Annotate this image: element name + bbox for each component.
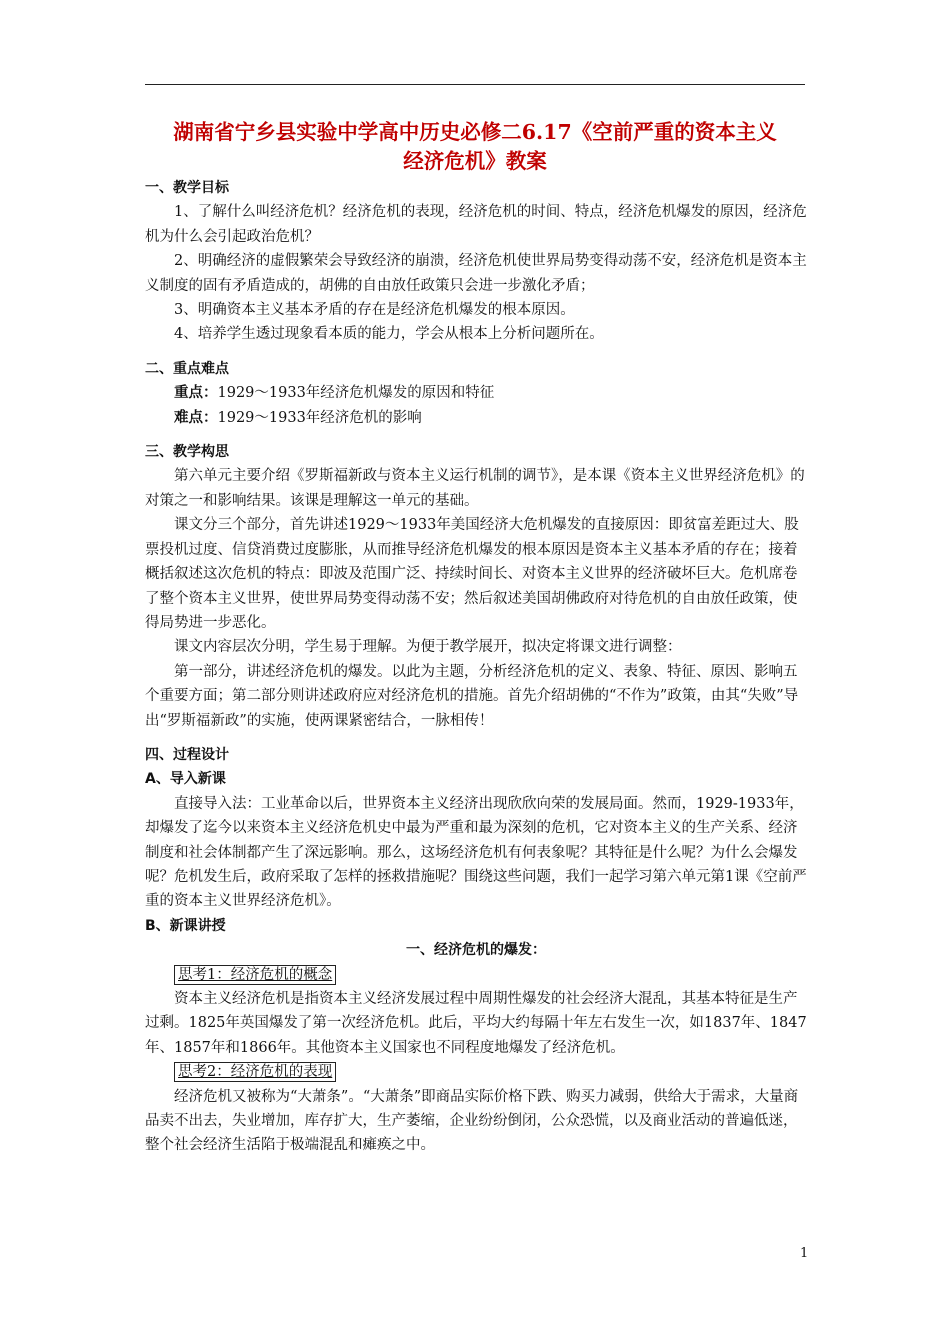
section-heading-process: 四、过程设计: [145, 746, 229, 763]
think-1-box: 思考1：经济危机的概念: [174, 965, 336, 985]
title-line-1: 湖南省宁乡县实验中学高中历史必修二6.17《空前严重的资本主义: [173, 120, 777, 144]
objective-1: 1、了解什么叫经济危机？经济危机的表现，经济危机的时间、特点，经济危机爆发的原因，经济危机为什么会引起政治危机？: [145, 204, 807, 245]
title-line-2: 经济危机》教案: [403, 149, 547, 173]
section-heading-key-points: 二、重点难点: [145, 360, 229, 377]
concept-paragraph-2: 课文分三个部分，首先讲述1929～1933年美国经济大危机爆发的直接原因：即贫富差距过大、股票投机过度、信贷消费过度膨胀，从而推导经济危机爆发的根本原因是资本主义基本矛盾的存在；接着概括叙述这次危机的特点：即波及范围广泛、持续时间长、对资本主义世界的经济破坏巨大。危机席卷了整个资本主义世界，使世界局势变得动荡不安；然后叙述美国胡佛政府对待危机的自由放任政策，使得局势进一步恶化。: [145, 517, 799, 631]
concept-paragraph-3: 课文内容层次分明，学生易于理解。为便于教学展开，拟决定将课文进行调整：: [174, 639, 682, 656]
subsection-heading-new-lesson: B、新课讲授: [145, 917, 226, 934]
think-1-paragraph: 资本主义经济危机是指资本主义经济发展过程中周期性爆发的社会经济大混乱，其基本特征是生产过剩。1825年英国爆发了第一次经济危机。此后，平均大约每隔十年左右发生一次，如1837年、1847年、1857年和1866年。其他资本主义国家也不同程度地爆发了经济危机。: [145, 991, 807, 1056]
subsection-heading-intro: A、导入新课: [145, 771, 226, 788]
objective-2: 2、明确经济的虚假繁荣会导致经济的崩溃，经济危机使世界局势变得动荡不安，经济危机是资本主义制度的固有矛盾造成的，胡佛的自由放任政策只会进一步激化矛盾；: [145, 253, 807, 294]
section-heading-objectives: 一、教学目标: [145, 180, 229, 196]
think-2-row: [145, 1060, 807, 1084]
difficult-point: [145, 406, 807, 430]
key-point-label: 重点：: [174, 385, 218, 402]
document-title: [140, 118, 810, 176]
intro-paragraph: 直接导入法：工业革命以后，世界资本主义经济出现欣欣向荣的发展局面。然而，1929-1933年，却爆发了迄今以来资本主义经济危机史中最为严重和最为深刻的危机，它对资本主义的生产关系、经济制度和社会体制都产生了深远影响。那么，这场经济危机有何表象呢？其特征是什么呢？为什么会爆发呢？危机发生后，政府采取了怎样的拯救措施呢？围绕这些问题，我们一起学习第六单元第1课《空前严重的资本主义世界经济危机》。: [145, 795, 807, 910]
think-1-row: [145, 963, 807, 987]
page-number: 1: [800, 1246, 809, 1261]
section-heading-concept: 三、教学构思: [145, 444, 229, 461]
concept-paragraph-4: 第一部分，讲述经济危机的爆发。以此为主题，分析经济危机的定义、表象、特征、原因、影响五个重要方面；第二部分则讲述政府应对经济危机的措施。首先介绍胡佛的“不作为”政策，由其“失败”导出“罗斯福新政”的实施，使两课紧密结合，一脉相传！: [145, 663, 799, 729]
header-rule: [145, 84, 805, 85]
think-2-paragraph: 经济危机又被称为“大萧条”。“大萧条”即商品实际价格下跌、购买力减弱，供给大于需求，大量商品卖不出去，失业增加，库存扩大，生产萎缩，企业纷纷倒闭，公众恐慌，以及商业活动的普遍低迷，整个社会经济生活陷于极端混乱和瘫痪之中。: [145, 1088, 799, 1154]
lesson-part-heading: 一、经济危机的爆发：: [406, 942, 546, 959]
key-point: [145, 381, 807, 405]
concept-paragraph-1: 第六单元主要介绍《罗斯福新政与资本主义运行机制的调节》，是本课《资本主义世界经济危机》的对策之一和影响结果。该课是理解这一单元的基础。: [145, 468, 805, 509]
objective-3: 3、明确资本主义基本矛盾的存在是经济危机爆发的根本原因。: [174, 302, 575, 319]
think-2-box: 思考2：经济危机的表现: [174, 1062, 336, 1082]
difficult-point-label: 难点：: [174, 409, 218, 426]
key-point-text: 1929～1933年经济危机爆发的原因和特征: [217, 385, 495, 402]
objective-4: 4、培养学生透过现象看本质的能力，学会从根本上分析问题所在。: [174, 326, 604, 343]
document-body: [145, 176, 807, 1158]
difficult-point-text: 1929～1933年经济危机的影响: [217, 409, 422, 426]
